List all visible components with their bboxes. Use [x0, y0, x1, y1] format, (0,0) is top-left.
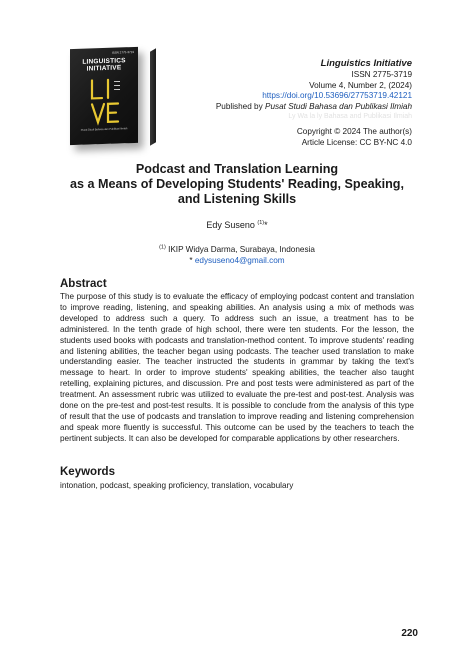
cover-live-artwork	[84, 75, 124, 126]
author-line	[0, 220, 474, 230]
cover-title-line1: LINGUISTICS	[82, 57, 126, 66]
title-line2: as a Means of Developing Students' Reading, Speaking,	[70, 177, 404, 191]
abstract-text: The purpose of this study is to evaluate the efficacy of employing podcast content and translation to improve reading, listening, and speaking abilities. An analysis using a mix of methods was developed to address such a query. To address such an issue, a treatment has to be administered. In the tenth grade of high school, there were ten students. For the lesson, the students used books with podcasts and translation-method content. To improve students' reading and listening abilities, the teacher began using podcasts. The teacher used translation to make understanding easier. The teacher instructed the students in grammar by taking the text's message to heart. In order to improve students' speaking abilities, the teacher also taught retelling, explaining pictures, and discussion. Pre and post tests were administered as part of the treatment. An assessment rubric was utilized to evaluate the pre-test and post-test. Analysis was done on the pre-test and post-test results. It is possible to conclude from the analysis of this type of result that the use of podcasts and translation to improve reading and listening comprehension and speak more fluently is successful. This outcome can be used by the teachers to teach the pertinent subjects. It can also be developed for comparable applications by other researchers.	[60, 292, 414, 443]
license-line: Article License: CC BY-NC 4.0	[301, 137, 412, 147]
email-link[interactable]: edysuseno4@gmail.com	[194, 256, 285, 265]
journal-name: Linguistics Initiative	[320, 58, 412, 69]
title-line3: and Listening Skills	[177, 192, 297, 206]
page-number: 220	[401, 628, 418, 639]
journal-cover-spine	[150, 48, 156, 145]
email-prefix: *	[189, 256, 195, 265]
keywords-text: intonation, podcast, speaking proficiency, translation, vocabulary	[60, 481, 294, 490]
journal-cover	[70, 48, 150, 148]
affiliation-block	[0, 244, 474, 266]
copyright-line: Copyright © 2024 The author(s)	[296, 127, 412, 136]
abstract-heading: Abstract	[60, 278, 107, 290]
journal-volume: Volume 4, Number 2, (2024)	[309, 80, 412, 90]
publisher-line	[216, 102, 412, 113]
cover-title-line2: INITIATIVE	[86, 64, 122, 73]
cover-title	[70, 57, 138, 73]
paper-title	[40, 162, 434, 207]
published-by-prefix: Published by	[215, 101, 265, 111]
author-name: Edy Suseno	[206, 220, 258, 230]
journal-header	[216, 58, 412, 123]
publisher-name: Pusat Studi Bahasa dan Publikasi Ilmiah	[264, 101, 412, 111]
title-line1: Podcast and Translation Learning	[135, 162, 339, 176]
cover-issn: ISSN 2775-3719	[111, 49, 134, 55]
corresponding-star: *	[264, 220, 268, 230]
doi-link[interactable]: https://doi.org/10.53696/27753719.42121	[262, 91, 412, 100]
email-line	[0, 255, 474, 266]
author-marker: (1)	[257, 220, 265, 226]
faded-publisher-line: Ly Wa la ly Bahasa and Publikasi Ilmiah	[288, 113, 412, 120]
journal-cover-front	[70, 47, 138, 145]
affiliation-text: IKIP Widya Darma, Surabaya, Indonesia	[165, 245, 315, 254]
affiliation-marker: (1)	[159, 244, 166, 251]
keywords-heading: Keywords	[60, 466, 115, 478]
cover-subtitle: Pusat Studi Bahasa dan Publikasi Ilmiah	[80, 127, 128, 132]
copyright-block	[297, 127, 412, 148]
journal-issn: ISSN 2775-3719	[351, 70, 412, 79]
affiliation-line	[0, 244, 474, 255]
